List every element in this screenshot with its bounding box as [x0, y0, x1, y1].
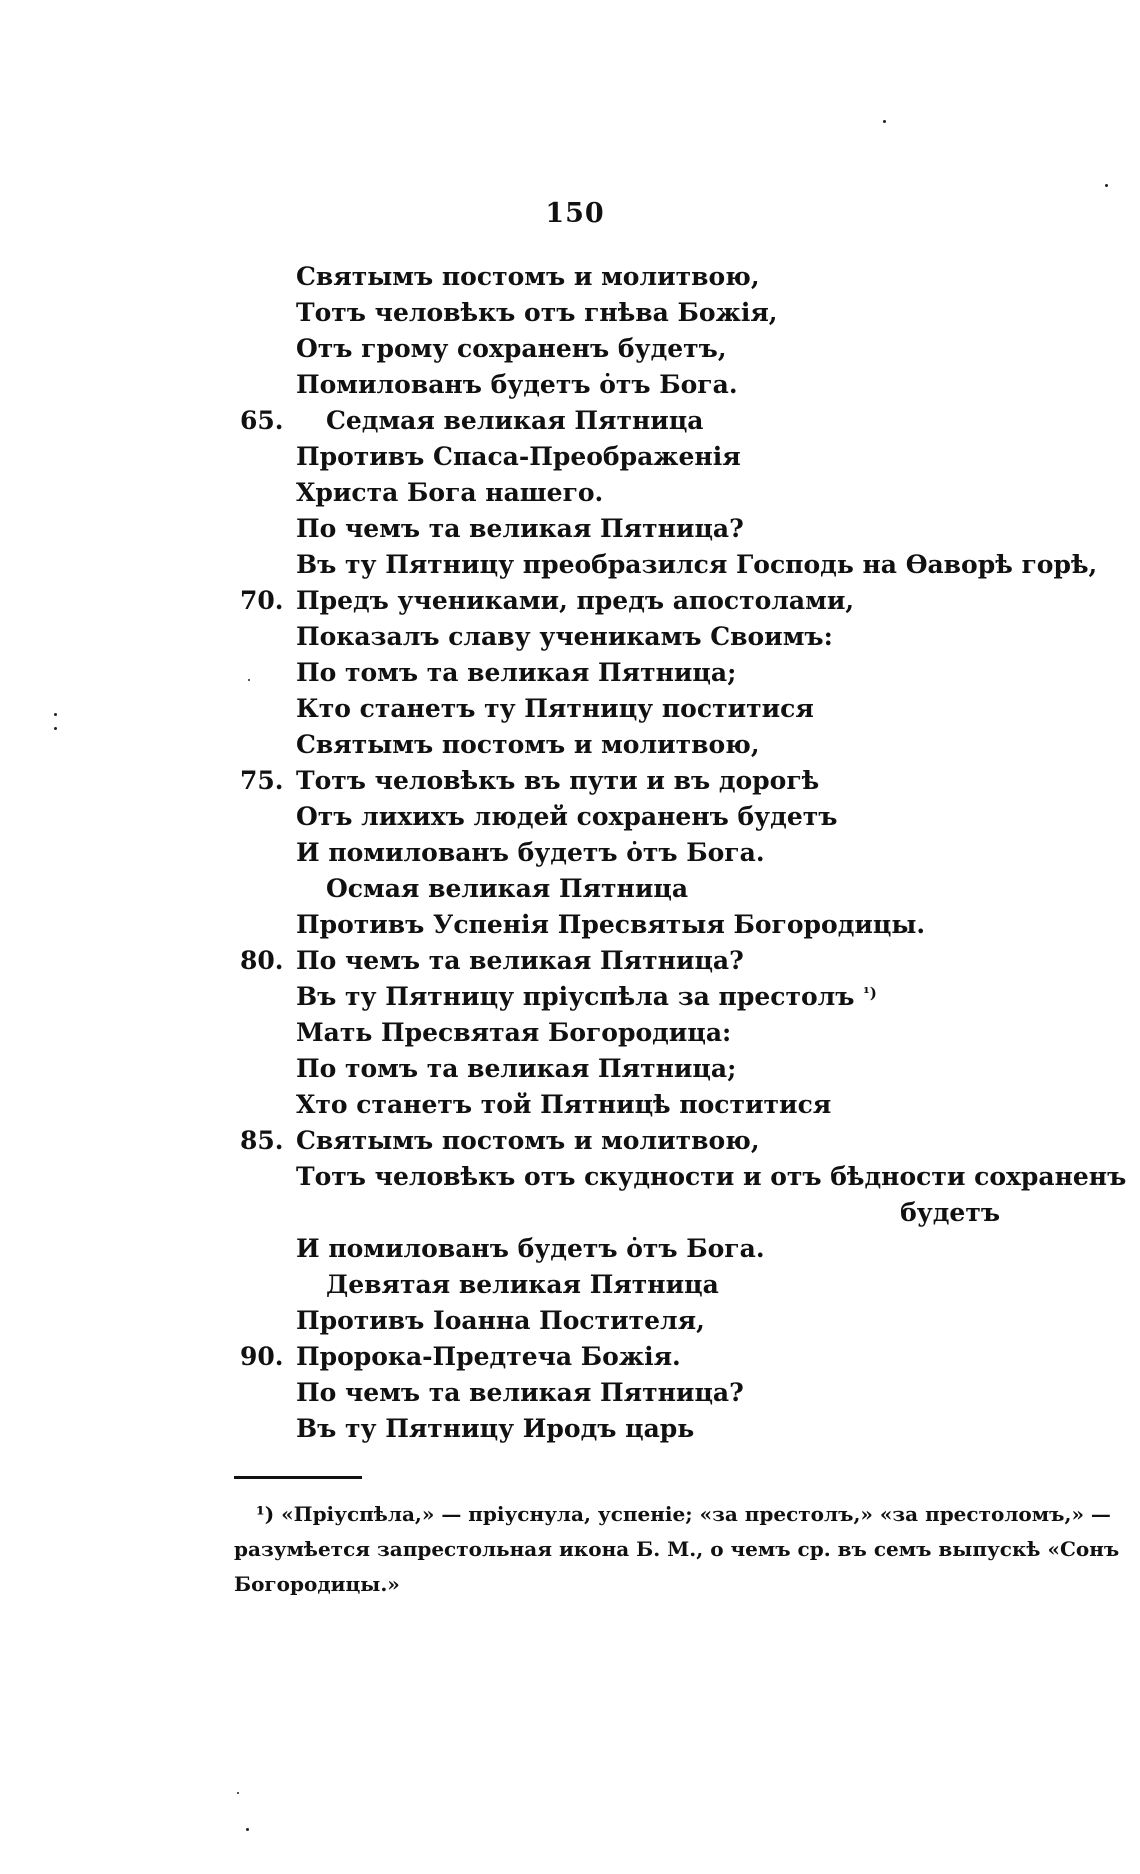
line-number: 80.	[240, 946, 284, 975]
verse-line	[0, 871, 1140, 907]
verse-line	[0, 1195, 1140, 1231]
verse-text-content: Девятая великая Пятница	[326, 1270, 719, 1299]
verse-text-content: Святымъ постомъ и молитвою,	[296, 262, 760, 291]
verse-text	[296, 295, 778, 331]
verse-text	[326, 403, 704, 439]
verse-line	[0, 1051, 1140, 1087]
verse-text-content: Предъ учениками, предъ апостолами,	[296, 586, 855, 615]
verse-text	[296, 583, 854, 619]
verse-line	[0, 439, 1140, 475]
verse-line	[0, 403, 1140, 439]
verse-line	[0, 1159, 1140, 1195]
verse-line	[0, 799, 1140, 835]
verse-line	[0, 907, 1140, 943]
verse-line	[0, 367, 1140, 403]
verse-text-content: Противъ Успенія Пресвятыя Богородицы.	[296, 910, 926, 939]
page-number: 150	[545, 198, 605, 229]
verse-text-content: Показалъ славу ученикамъ Своимъ:	[296, 622, 833, 651]
verse-text-content: Въ ту Пятницу Иродъ царь	[296, 1414, 695, 1443]
verse-line	[0, 691, 1140, 727]
verse-text-content: Осмая великая Пятница	[326, 874, 689, 903]
verse-text-content: Отъ лихихъ людей сохраненъ будетъ	[296, 802, 838, 831]
verse-text-content: Кто станетъ ту Пятницу поститися	[296, 694, 814, 723]
footnote-reference: ¹)	[863, 984, 877, 1002]
footnote-line: ¹) «Пріуспѣла,» — пріуснула, успеніе; «за престолъ,» «за престоломъ,» —	[256, 1502, 1111, 1526]
verse-text-content: будетъ	[900, 1198, 1000, 1227]
verse-text	[296, 331, 727, 367]
verse-line	[0, 1375, 1140, 1411]
verse-text-content: Въ ту Пятницу преобразился Господь на Ѳаворѣ горѣ,	[296, 550, 1098, 579]
verse-line	[0, 979, 1140, 1015]
verse-line	[0, 475, 1140, 511]
verse-text-content: Святымъ постомъ и молитвою,	[296, 1126, 760, 1155]
verse-line	[0, 1303, 1140, 1339]
verse-text	[296, 619, 833, 655]
verse-line	[0, 511, 1140, 547]
verse-text-content: Тотъ человѣкъ отъ скудности и отъ бѣдности сохраненъ	[296, 1162, 1127, 1191]
verse-text-content: И помилованъ будетъ о̇тъ Бога.	[296, 838, 765, 867]
verse-text	[296, 439, 741, 475]
verse-text	[296, 367, 738, 403]
verse-text	[326, 1267, 719, 1303]
verse-line	[0, 763, 1140, 799]
verse-text	[296, 691, 814, 727]
verse-text-content: Мать Пресвятая Богородица:	[296, 1018, 732, 1047]
verse-line	[0, 943, 1140, 979]
verse-text-content: Седмая великая Пятница	[326, 406, 704, 435]
scan-speck	[54, 713, 57, 716]
verse-line	[0, 1339, 1140, 1375]
verse-text-content: По чемъ та великая Пятница?	[296, 1378, 744, 1407]
verse-line	[0, 259, 1140, 295]
verse-text-content: Въ ту Пятницу пріуспѣла за престолъ	[296, 982, 855, 1011]
verse-text	[296, 1015, 731, 1051]
verse-text	[296, 1303, 705, 1339]
verse-text-content: И помилованъ будетъ о̇тъ Бога.	[296, 1234, 765, 1263]
verse-text-content: Хто станетъ той Пятницѣ поститися	[296, 1090, 832, 1119]
verse-text	[296, 979, 877, 1015]
verse-text	[296, 1051, 736, 1087]
verse-text	[296, 1339, 681, 1375]
verse-text	[296, 259, 760, 295]
verse-line	[0, 835, 1140, 871]
verse-text-content: Тотъ человѣкъ въ пути и въ дорогѣ	[296, 766, 820, 795]
verse-text-content: По чемъ та великая Пятница?	[296, 514, 744, 543]
verse-text	[296, 943, 744, 979]
verse-text	[296, 907, 925, 943]
verse-text	[326, 871, 688, 907]
verse-text	[900, 1195, 1000, 1231]
verse-text	[296, 1123, 760, 1159]
footnote-separator	[234, 1476, 362, 1479]
footnote-line: Богородицы.»	[234, 1572, 400, 1596]
verse-text	[296, 655, 736, 691]
scan-speck	[248, 679, 250, 681]
line-number: 65.	[240, 406, 284, 435]
verse-text	[296, 1411, 694, 1447]
scan-speck	[54, 727, 57, 730]
verse-line	[0, 1411, 1140, 1447]
line-number: 85.	[240, 1126, 284, 1155]
verse-text-content: По томъ та великая Пятница;	[296, 658, 737, 687]
scan-speck	[246, 1828, 249, 1831]
verse-line	[0, 655, 1140, 691]
verse-text	[296, 1087, 831, 1123]
verse-text-content: Помилованъ будетъ о̇тъ Бога.	[296, 370, 738, 399]
verse-text	[296, 763, 819, 799]
verse-line	[0, 1087, 1140, 1123]
verse-text-content: Христа Бога нашего.	[296, 478, 604, 507]
verse-text-content: Противъ Спаса-Преображенія	[296, 442, 741, 471]
verse-text	[296, 547, 1097, 583]
footnote-line: разумѣется запрестольная икона Б. М., о чемъ ср. въ семъ выпускѣ «Сонъ	[234, 1537, 1120, 1561]
line-number: 90.	[240, 1342, 284, 1371]
verse-line	[0, 1123, 1140, 1159]
verse-text	[296, 799, 837, 835]
line-number: 70.	[240, 586, 284, 615]
verse-text	[296, 727, 760, 763]
verse-text	[296, 835, 765, 871]
verse-line	[0, 619, 1140, 655]
scan-speck	[883, 120, 886, 123]
verse-line	[0, 547, 1140, 583]
verse-text-content: По томъ та великая Пятница;	[296, 1054, 737, 1083]
verse-text-content: Противъ Іоанна Постителя,	[296, 1306, 705, 1335]
verse-text	[296, 475, 603, 511]
verse-text-content: Пророка-Предтеча Божія.	[296, 1342, 681, 1371]
verse-line	[0, 1015, 1140, 1051]
footnote	[234, 1497, 1120, 1602]
verse-text-content: Тотъ человѣкъ отъ гнѣва Божія,	[296, 298, 778, 327]
verse-line	[0, 331, 1140, 367]
line-number: 75.	[240, 766, 284, 795]
verse-text	[296, 1231, 765, 1267]
verse-line	[0, 727, 1140, 763]
verse-line	[0, 1267, 1140, 1303]
verse-line	[0, 1231, 1140, 1267]
verse-text-content: Святымъ постомъ и молитвою,	[296, 730, 760, 759]
verse-text	[296, 511, 744, 547]
verse-text	[296, 1159, 1126, 1195]
verse-line	[0, 295, 1140, 331]
scan-speck	[237, 1792, 239, 1794]
verse-block	[0, 259, 1140, 1447]
verse-text-content: Отъ грому сохраненъ будетъ,	[296, 334, 727, 363]
verse-text	[296, 1375, 744, 1411]
verse-line	[0, 583, 1140, 619]
verse-text-content: По чемъ та великая Пятница?	[296, 946, 744, 975]
scan-speck	[1105, 184, 1108, 187]
